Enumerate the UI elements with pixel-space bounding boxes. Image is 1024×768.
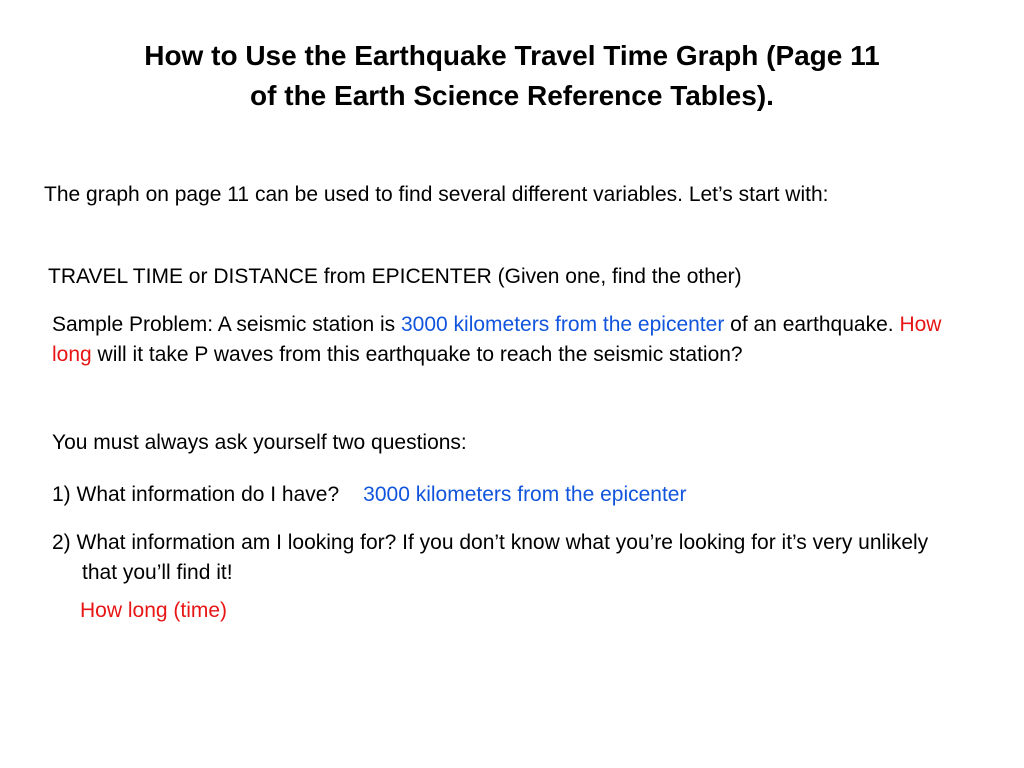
sample-problem-paragraph [52,310,952,370]
sample-problem-text-3: will it take P waves from this earthquake to reach the seismic station? [91,343,743,366]
question-1 [52,480,952,510]
ask-prompt: You must always ask yourself two questions: [52,431,467,454]
slide-title-line-1: How to Use the Earthquake Travel Time Graph (Page 11 [144,40,880,71]
distance-highlight: 3000 kilometers from the epicenter [400,313,725,336]
slide-title-line-2: of the Earth Science Reference Tables). [250,80,774,111]
intro-paragraph: The graph on page 11 can be used to find several different variables. Let’s start with: [44,183,829,206]
question-2: 2) What information am I looking for? If you don’t know what you’re looking for it’s very unlikely that you’ll find it! [52,531,929,584]
question-1-text: 1) What information do I have? [52,483,340,506]
sample-problem-text-1: Sample Problem: A seismic station is [52,313,401,336]
question-2-answer: How long (time) [80,599,228,622]
question-1-answer: 3000 kilometers from the epicenter [363,483,687,506]
sample-problem-text-2: of an earthquake. [724,313,900,336]
topic-heading: TRAVEL TIME or DISTANCE from EPICENTER (Given one, find the other) [48,265,742,288]
slide-title [40,36,984,116]
time-highlight: How long [52,313,942,366]
